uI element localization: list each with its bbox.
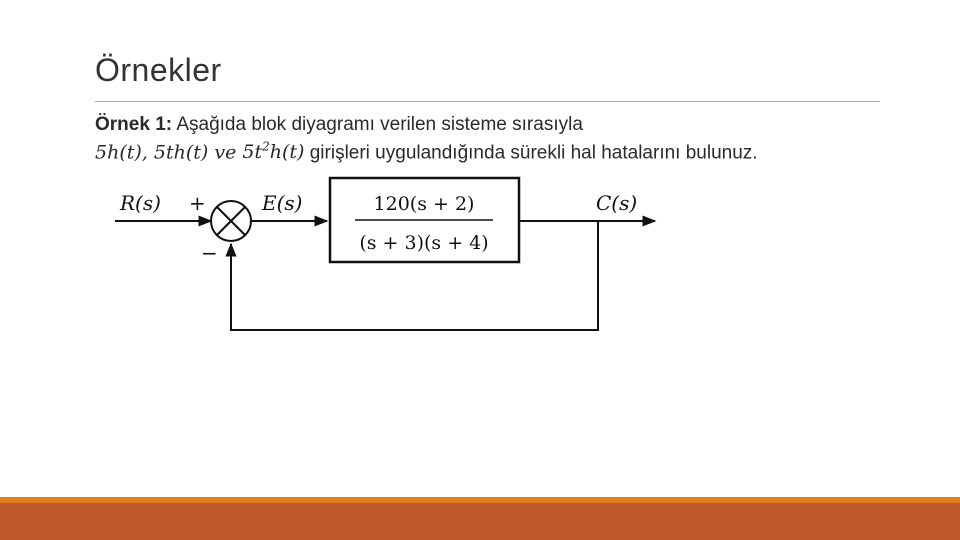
error-label: E(s) (262, 191, 303, 215)
tf-denominator: (s + 3)(s + 4) (359, 232, 489, 254)
summing-junction (211, 201, 251, 241)
separator-1: , (141, 141, 154, 164)
conjunction: ve (208, 141, 243, 164)
tf-numerator: 120(s + 2) (373, 193, 475, 215)
problem-label: Örnek 1: (95, 114, 173, 135)
input-signal-3-exponent: 2 (262, 140, 270, 154)
problem-text-2: girişleri uygulandığında sürekli hal hatalarını bulunuz. (304, 142, 758, 164)
sum-minus-sign: − (201, 241, 218, 265)
sum-plus-sign: + (189, 191, 206, 215)
input-signal-1: 5h(t) (95, 141, 142, 164)
input-signal-3-rest: h(t) (269, 141, 305, 164)
input-signal-2: 5th(t) (153, 141, 209, 164)
input-signal-3-base: 5t (242, 141, 263, 164)
input-label: R(s) (120, 191, 161, 215)
problem-text-1: Aşağıda blok diyagramı verilen sisteme sırasıyla (172, 114, 583, 135)
footer-bar (0, 503, 960, 540)
slide-title: Örnekler (95, 52, 222, 88)
output-label: C(s) (596, 191, 638, 215)
